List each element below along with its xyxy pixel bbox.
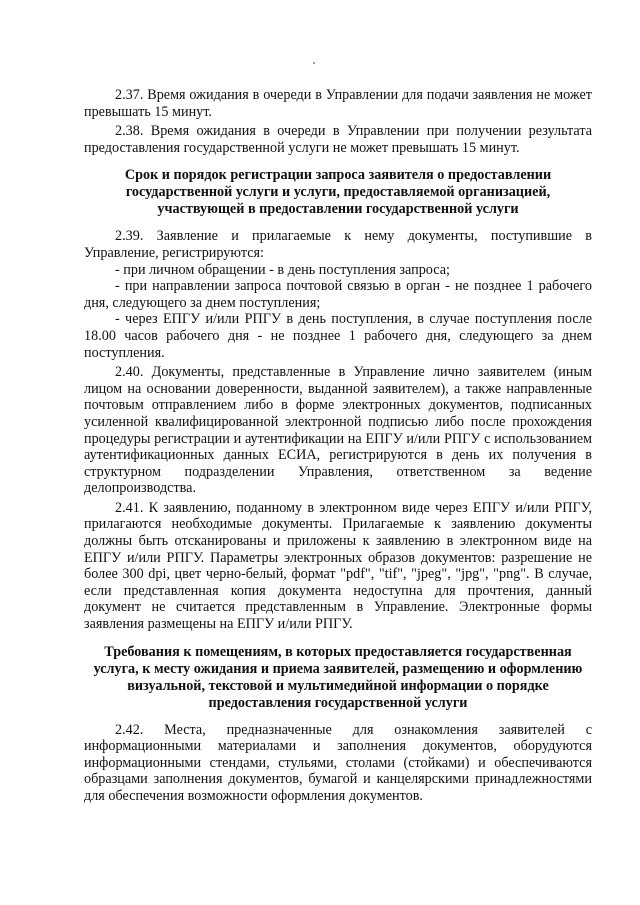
document-body [84, 87, 592, 805]
scan-speck [313, 62, 315, 64]
list-item-epgu: - через ЕПГУ и/или РПГУ в день поступления, в случае поступления после 18.00 часов рабочего дня - не позднее 1 рабочего дня, следующего за днем поступления. [84, 311, 592, 361]
section-heading-premises: Требования к помещениям, в которых предоставляется государственная услуга, к месту ожидания и приема заявителей, размещению и оформлению визуальной, текстовой и мультимедийной информации о порядке предоставления государственной услуги [93, 643, 583, 711]
paragraph-2-38: 2.38. Время ожидания в очереди в Управлении при получении результата предоставления государственной услуги не может превышать 15 минут. [84, 123, 592, 156]
paragraph-2-37: 2.37. Время ожидания в очереди в Управлении для подачи заявления не может превышать 15 минут. [84, 87, 592, 120]
paragraph-2-40: 2.40. Документы, представленные в Управление лично заявителем (иным лицом на основании доверенности, выданной заявителем), а также направленные почтовым отправлением либо в форме электронных документов, подписанных усиленной квалифицированной электронной подписью либо после прохождения процедуры регистрации и аутентификации на ЕПГУ и/или РПГУ с использованием аутентификационных данных ЕСИА, регистрируются в день их получения в структурном подразделении Управления, ответственном за ведение делопроизводства. [84, 364, 592, 497]
section-heading-registration: Срок и порядок регистрации запроса заявителя о предоставлении государственной услуги и услуги, предоставляемой организацией, участвующей в предоставлении государственной услуги [124, 167, 552, 218]
list-item-postal: - при направлении запроса почтовой связью в орган - не позднее 1 рабочего дня, следующего за днем поступления; [84, 278, 592, 311]
paragraph-2-41: 2.41. К заявлению, поданному в электронном виде через ЕПГУ и/или РПГУ, прилагаются необходимые документы. Прилагаемые к заявлению документы должны быть отсканированы и приложены к заявлению в электронном виде на ЕПГУ и/или РПГУ. Параметры электронных образов документов: разрешение не более 300 dpi, цвет черно-белый, формат "pdf", "tif", "jpeg", "jpg", "png". В случае, если представленная копия документа недоступна для прочтения, данный документ не считается представленным в Управление. Электронные формы заявления размещены на ЕПГУ и/или РПГУ. [84, 499, 592, 633]
list-item-personal: - при личном обращении - в день поступления запроса; [115, 261, 450, 278]
paragraph-2-39: 2.39. Заявление и прилагаемые к нему документы, поступившие в Управление, регистрируются: [84, 228, 592, 261]
paragraph-2-42: 2.42. Места, предназначенные для ознакомления заявителей с информационными материалами и заполнения документов, оборудуются информационными стендами, стульями, столами (стойками) и обеспечиваются образцами заполнения документов, бумагой и канцелярскими принадлежностями для обеспечения возможности оформления документов. [84, 721, 592, 804]
